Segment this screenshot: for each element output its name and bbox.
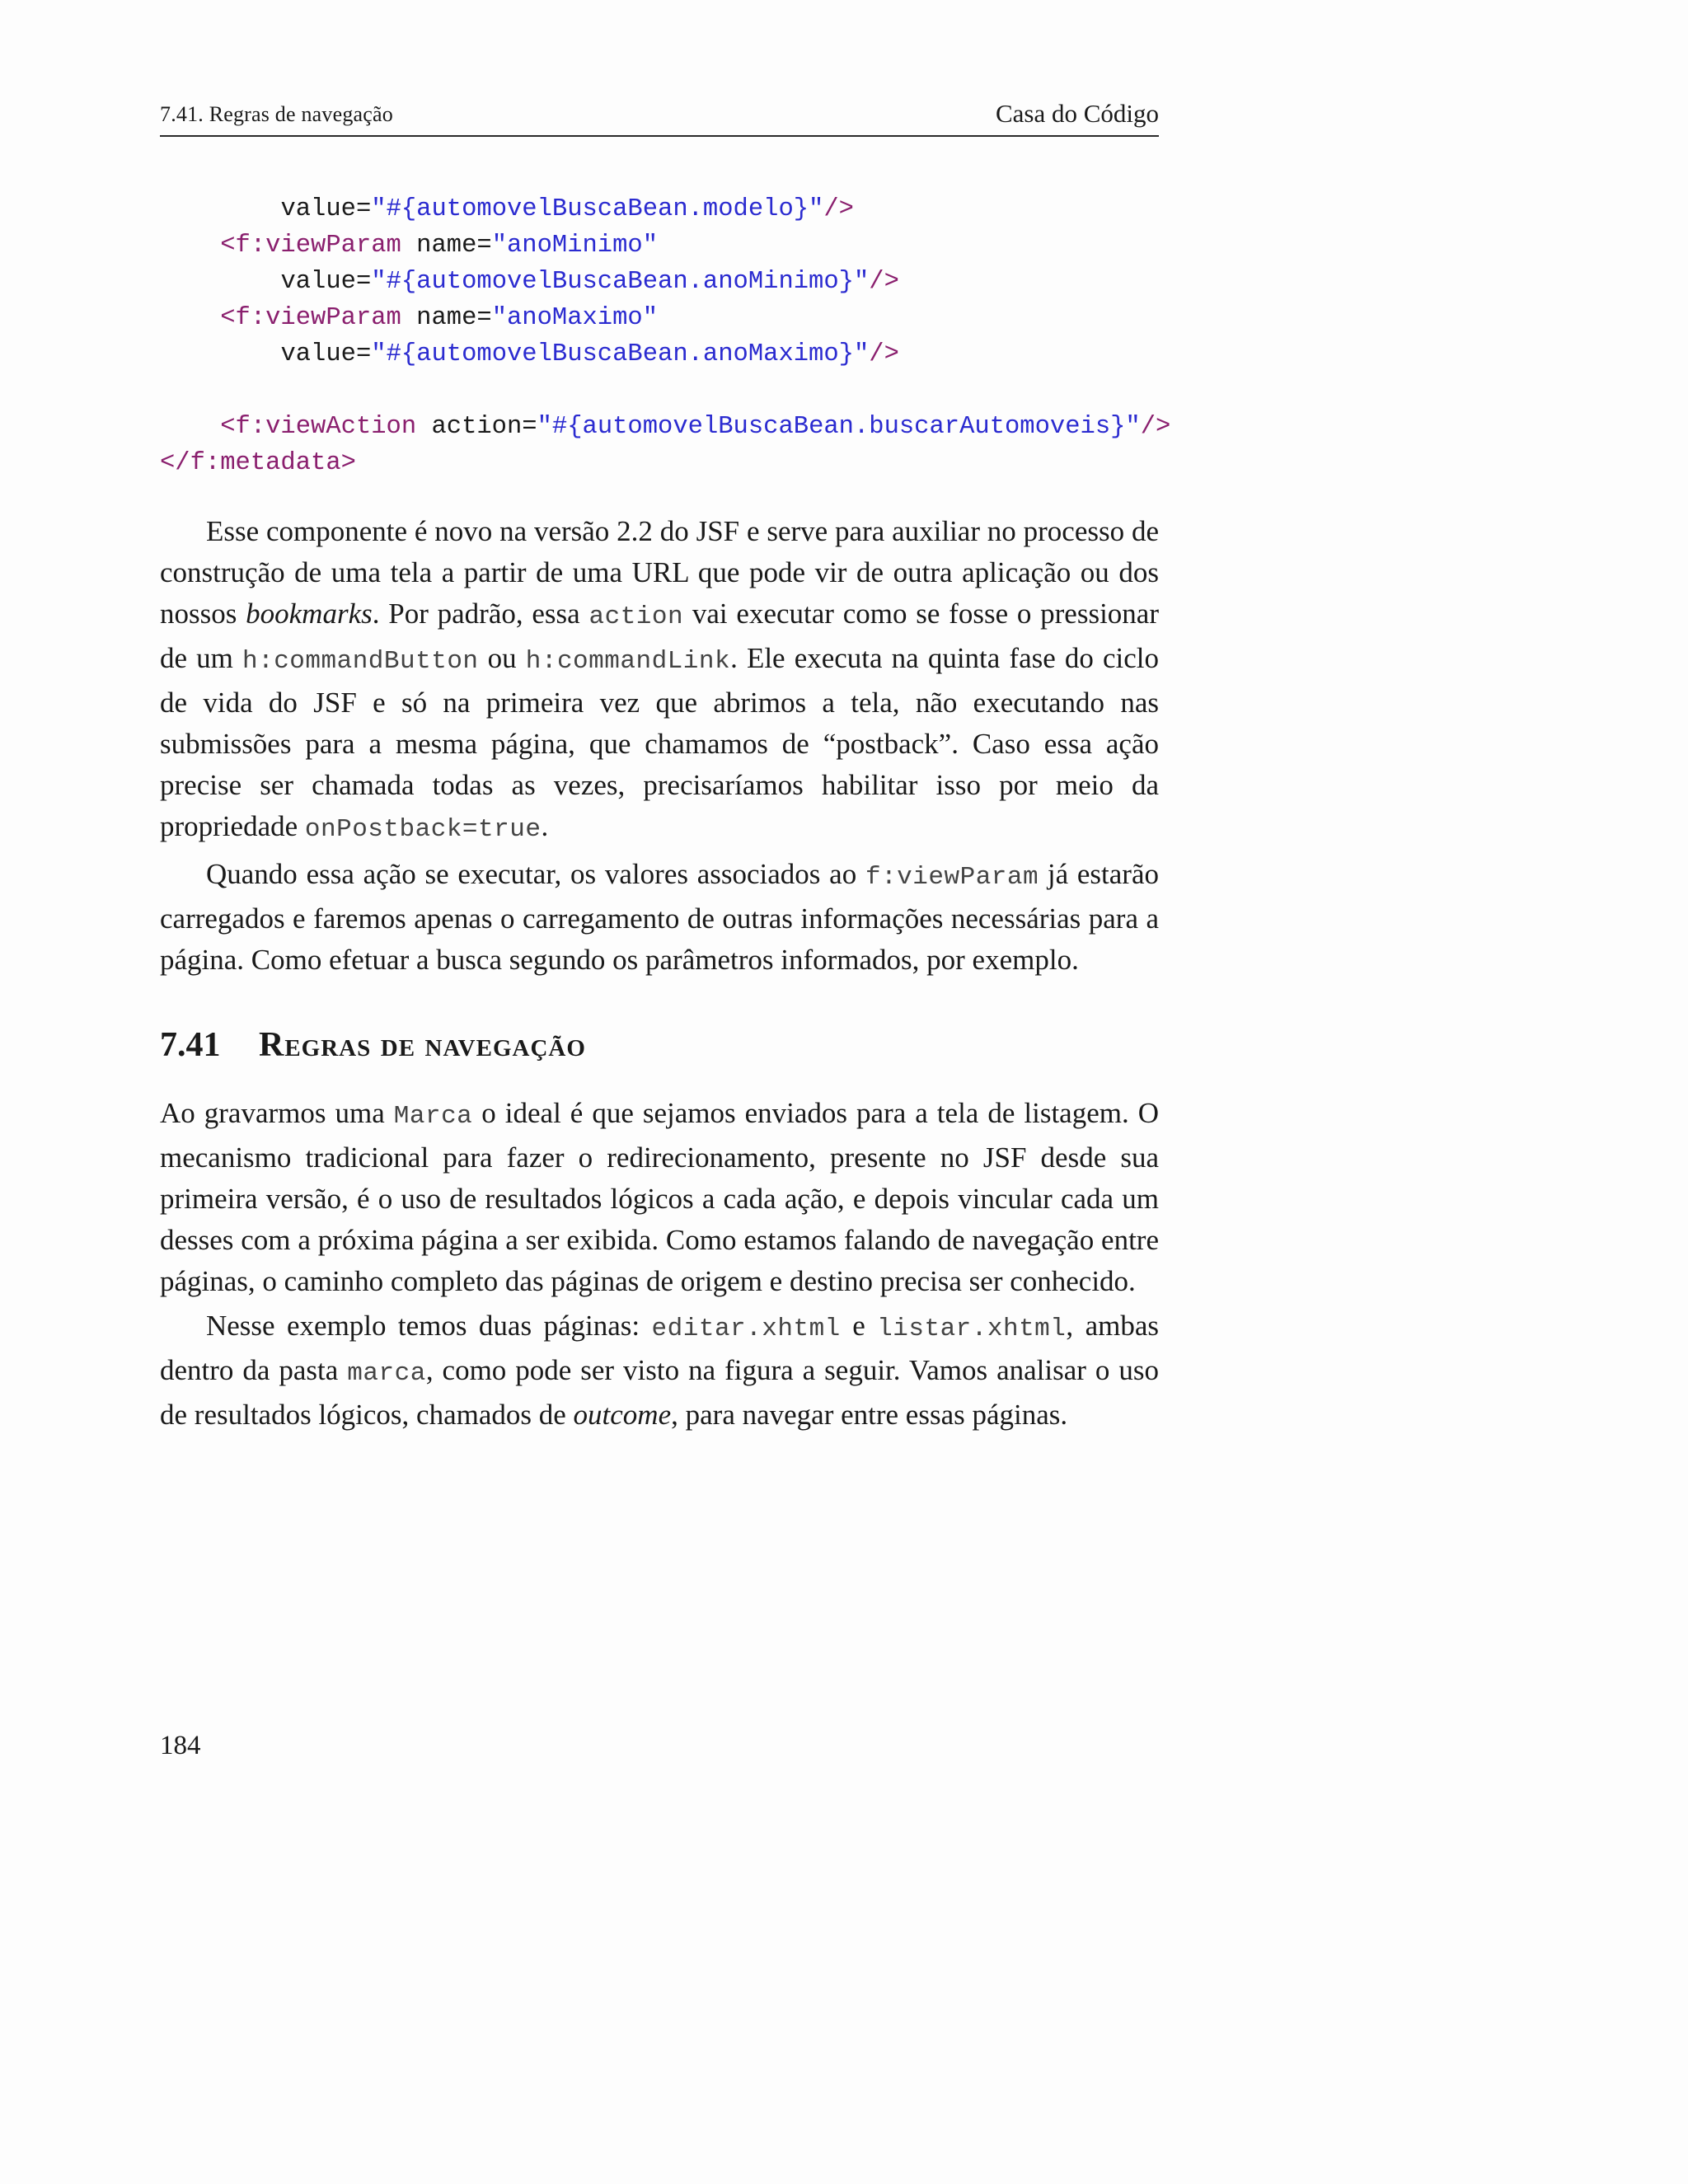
code-line-blank — [160, 373, 1231, 409]
code-line: <f:viewParam name="anoMinimo" — [220, 232, 659, 260]
body-text-upper — [160, 511, 1159, 984]
section-title: Regras de navegação — [259, 1026, 586, 1064]
code-line: value="#{automovelBuscaBean.anoMinimo}"/> — [280, 268, 899, 296]
section-number: 7.41 — [160, 1026, 221, 1064]
code-line: <f:viewAction action="#{automovelBuscaBean.buscarAutomoveis}"/> — [220, 413, 1171, 441]
running-header — [160, 99, 1159, 137]
paragraph: Ao gravarmos uma Marca o ideal é que sejamos enviados para a tela de listagem. O mecanismo tradicional para fazer o redirecionamento, presente no JSF desde sua primeira versão, é o uso de resultados lógicos a cada ação, e depois vincular cada um desses com a próxima página a ser exibida. Como estamos falando de navegação entre páginas, o caminho completo das páginas de origem e destino precisa ser conhecido. — [160, 1097, 1159, 1297]
running-header-publisher: Casa do Código — [995, 99, 1159, 128]
running-header-section: 7.41. Regras de navegação — [160, 102, 393, 126]
code-listing — [160, 191, 1231, 481]
code-line: value="#{automovelBuscaBean.anoMaximo}"/> — [280, 340, 899, 368]
page-number: 184 — [160, 1731, 201, 1760]
code-line: <f:viewParam name="anoMaximo" — [220, 304, 659, 332]
body-text-lower — [160, 1093, 1159, 1439]
section-heading — [160, 1020, 1159, 1070]
paragraph: Quando essa ação se executar, os valores associados ao f:viewParam já estarão carregados e faremos apenas o carregamento de outras informações necessárias para a página. Como efetuar a busca segundo os parâmetros informados, por exemplo. — [160, 858, 1159, 976]
code-line: </f:metadata> — [160, 449, 356, 477]
paragraph: Esse componente é novo na versão 2.2 do JSF e serve para auxiliar no processo de construção de uma tela a partir de uma URL que pode vir de outra aplicação ou dos nossos bookmarks. Por padrão, essa action vai executar como se fosse o pressionar de um h:commandButton ou h:commandLink. Ele executa na quinta fase do ciclo de vida do JSF e só na primeira vez que abrimos a tela, não executando nas submissões para a mesma página, que chamamos de “postback”. Caso essa ação precise ser chamada todas as vezes, precisaríamos habilitar isso por meio da propriedade onPostback=true. — [160, 515, 1159, 844]
code-line: value="#{automovelBuscaBean.modelo}"/> — [280, 195, 854, 223]
paragraph: Nesse exemplo temos duas páginas: editar.xhtml e listar.xhtml, ambas dentro da pasta marca, como pode ser visto na figura a seguir. Vamos analisar o uso de resultados lógicos, chamados de outcome, para navegar entre essas páginas. — [160, 1310, 1159, 1431]
